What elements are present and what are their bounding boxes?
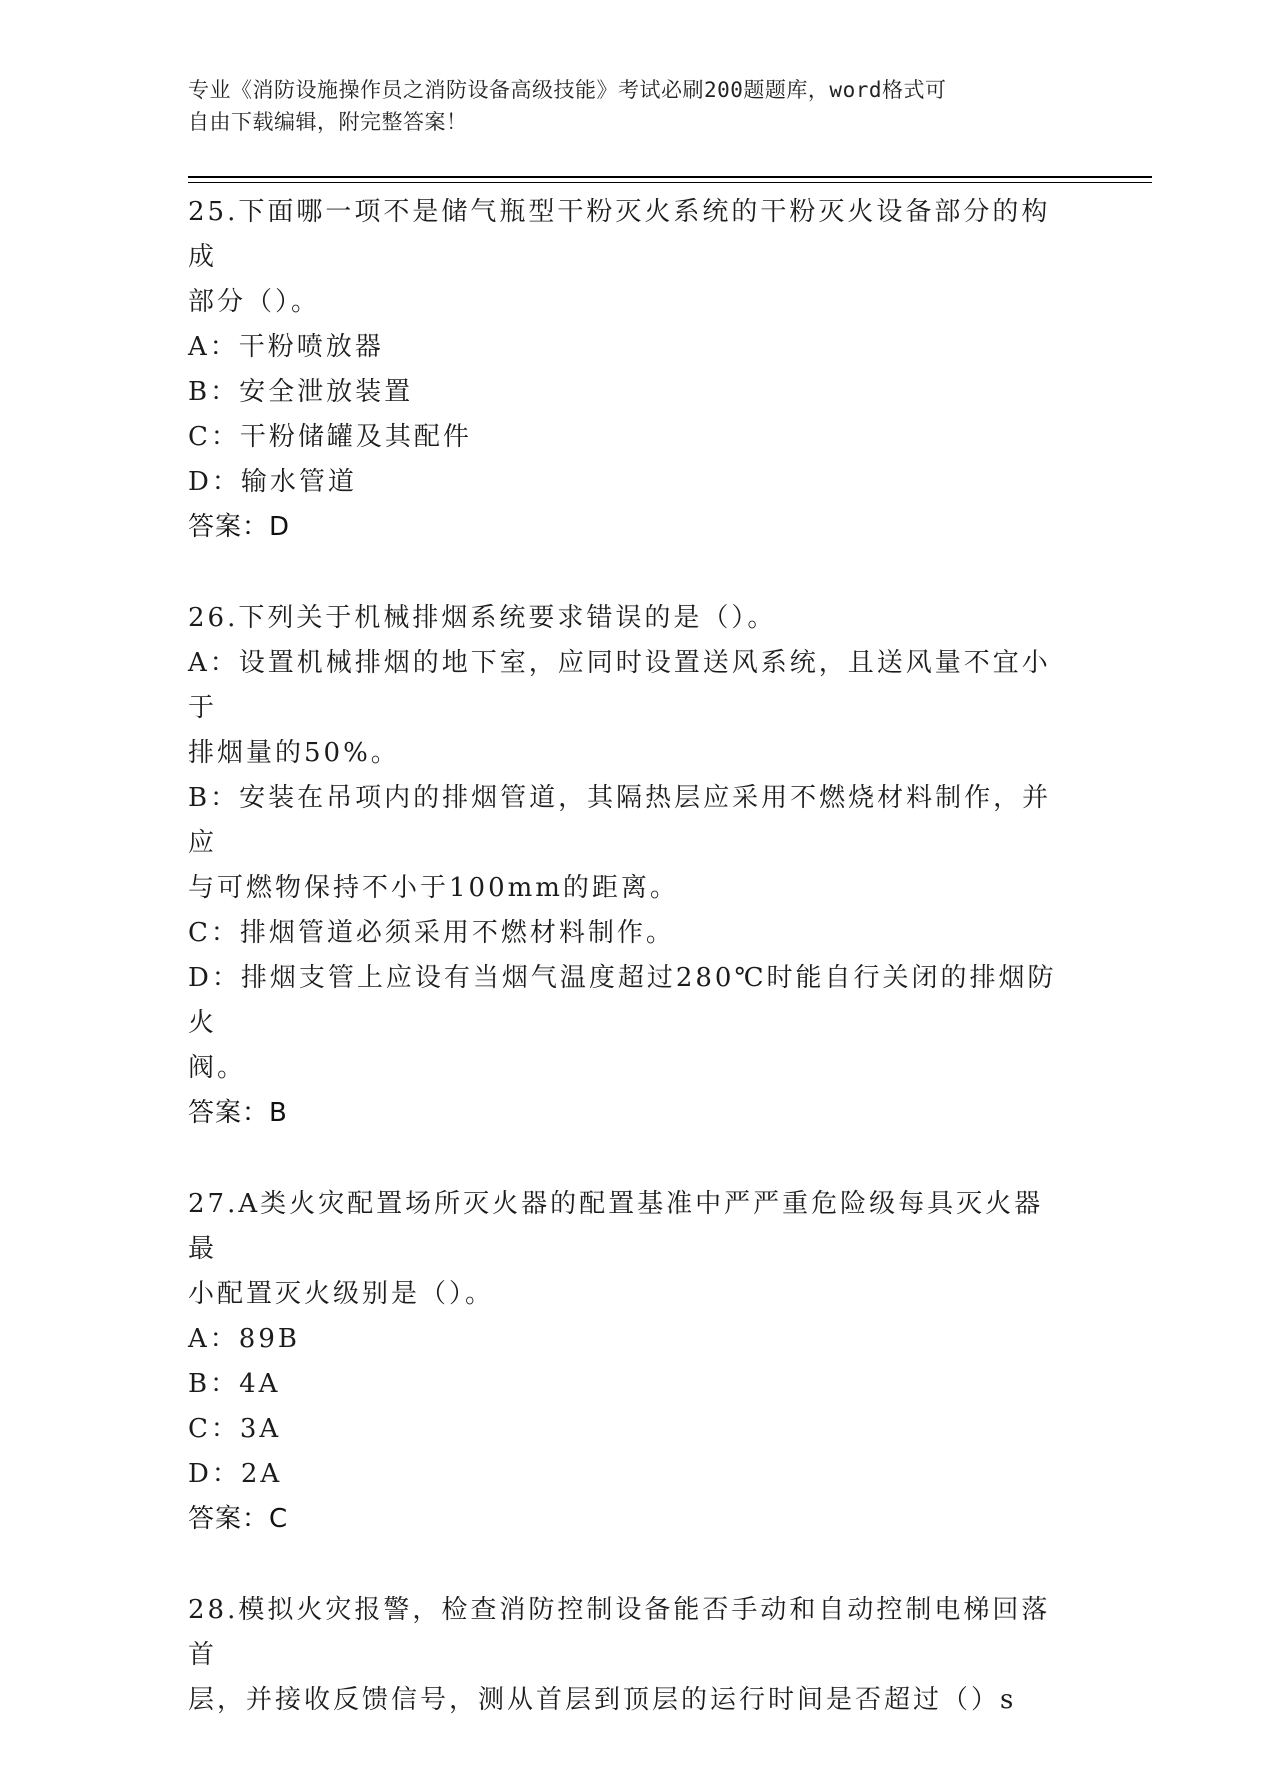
question-option-line: C：3A (188, 1414, 282, 1444)
question-item (188, 596, 1068, 1136)
question-answer: 答案：C (188, 1504, 289, 1534)
question-stem-line: 部分（）。 (188, 287, 321, 317)
question-option-line: 与可燃物保持不小于100mm的距离。 (188, 873, 679, 903)
question-option-line: D：输水管道 (188, 467, 357, 497)
question-answer: 答案：D (188, 512, 291, 542)
question-option-line: D：2A (188, 1459, 283, 1489)
question-option-line: C：干粉储罐及其配件 (188, 422, 472, 452)
question-option-line: B：安全泄放装置 (188, 377, 414, 407)
question-option-line: 阀。 (188, 1053, 247, 1083)
question-option-line: D：排烟支管上应设有当烟气温度超过280℃时能自行关闭的排烟防火 (188, 963, 1057, 1038)
question-stem-line: 25.下面哪一项不是储气瓶型干粉灭火系统的干粉灭火设备部分的构成 (188, 197, 1051, 272)
question-option-line: A：设置机械排烟的地下室，应同时设置送风系统，且送风量不宜小于 (188, 648, 1051, 723)
question-item (188, 1588, 1068, 1723)
question-option-line: B：4A (188, 1369, 281, 1399)
question-stem-line: 层，并接收反馈信号，测从首层到顶层的运行时间是否超过（）s (188, 1685, 1017, 1715)
question-option-line: A：89B (188, 1324, 300, 1354)
header-divider-thick (188, 176, 1152, 178)
header-line-2: 自由下载编辑，附完整答案！ (188, 110, 468, 134)
document-header (188, 74, 1068, 138)
question-stem-line: 26.下列关于机械排烟系统要求错误的是（）。 (188, 603, 777, 633)
question-option-line: C：排烟管道必须采用不燃材料制作。 (188, 918, 675, 948)
question-option-line: B：安装在吊项内的排烟管道，其隔热层应采用不燃烧材料制作，并应 (188, 783, 1052, 858)
question-stem-line: 28.模拟火灾报警，检查消防控制设备能否手动和自动控制电梯回落首 (188, 1595, 1051, 1670)
question-item (188, 190, 1068, 550)
question-option-line: 排烟量的50%。 (188, 738, 400, 768)
question-stem-line: 27.A类火灾配置场所灭火器的配置基准中严严重危险级每具灭火器最 (188, 1189, 1044, 1264)
question-answer: 答案：B (188, 1098, 288, 1128)
question-list (188, 190, 1068, 1769)
question-item (188, 1182, 1068, 1542)
question-stem-line: 小配置灭火级别是（）。 (188, 1279, 495, 1309)
header-line-1: 专业《消防设施操作员之消防设备高级技能》考试必刷200题题库，word格式可 (188, 78, 947, 102)
question-option-line: A：干粉喷放器 (188, 332, 384, 362)
header-divider-thin (188, 182, 1152, 183)
